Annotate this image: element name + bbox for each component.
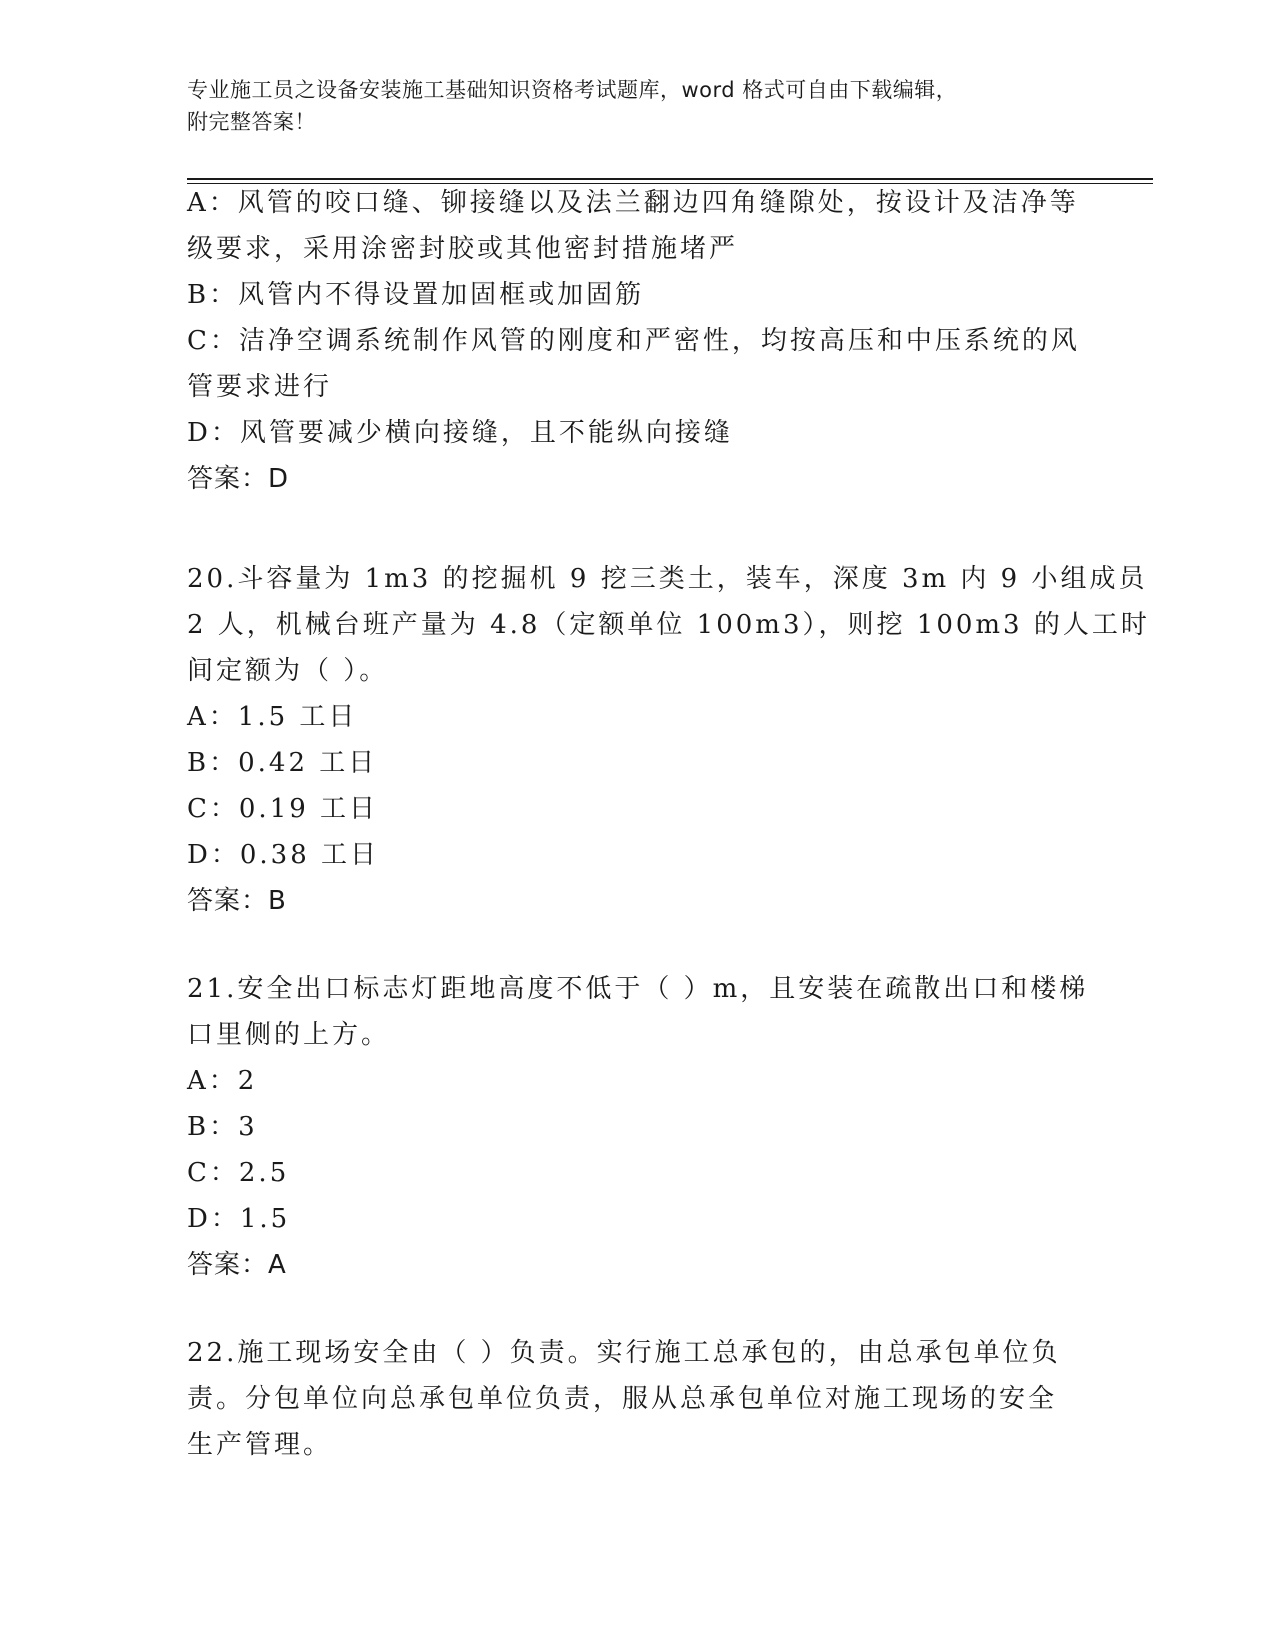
- question-21-block: [187, 966, 1089, 1288]
- question-21-option-c: C：2.5: [187, 1158, 290, 1188]
- question-22-text-line-3: 生产管理。: [187, 1430, 333, 1460]
- question-20-block: [187, 556, 1150, 924]
- question-19-block: [187, 180, 1080, 502]
- question-20-option-c: C：0.19 工日: [187, 794, 379, 824]
- header-line-1: 专业施工员之设备安装施工基础知识资格考试题库，word 格式可自由下载编辑，: [187, 78, 958, 102]
- question-19-option-d: D：风管要减少横向接缝，且不能纵向接缝: [187, 418, 733, 448]
- question-20-text-line-1: 20.斗容量为 1m3 的挖掘机 9 挖三类土，装车，深度 3m 内 9 小组成员: [187, 564, 1148, 594]
- question-21-option-b: B：3: [187, 1112, 258, 1142]
- question-21-option-d: D：1.5: [187, 1204, 291, 1234]
- question-22-text-line-1: 22.施工现场安全由（ ）负责。实行施工总承包的，由总承包单位负: [187, 1338, 1061, 1368]
- question-21-option-a: A：2: [187, 1066, 258, 1096]
- question-19-answer: 答案：D: [187, 464, 290, 494]
- question-19-option-a-line-1: A：风管的咬口缝、铆接缝以及法兰翻边四角缝隙处，按设计及洁净等: [187, 188, 1079, 218]
- question-19-option-c-line-2: 管要求进行: [187, 372, 333, 402]
- document-header: [187, 74, 1067, 138]
- question-19-option-c-line-1: C：洁净空调系统制作风管的刚度和严密性，均按高压和中压系统的风: [187, 326, 1080, 356]
- question-20-answer: 答案：B: [187, 886, 287, 916]
- question-19-option-b: B：风管内不得设置加固框或加固筋: [187, 280, 645, 310]
- question-20-text-line-3: 间定额为（ ）。: [187, 656, 389, 686]
- question-20-option-d: D：0.38 工日: [187, 840, 380, 870]
- question-21-answer: 答案：A: [187, 1250, 287, 1280]
- question-20-option-a: A：1.5 工日: [187, 702, 358, 732]
- question-20-option-b: B：0.42 工日: [187, 748, 378, 778]
- question-22-text-line-2: 责。分包单位向总承包单位负责，服从总承包单位对施工现场的安全: [187, 1384, 1058, 1414]
- header-line-2: 附完整答案！: [187, 110, 316, 134]
- question-21-text-line-2: 口里侧的上方。: [187, 1020, 391, 1050]
- question-19-option-a-line-2: 级要求，采用涂密封胶或其他密封措施堵严: [187, 234, 739, 264]
- question-21-text-line-1: 21.安全出口标志灯距地高度不低于（ ）m，且安装在疏散出口和楼梯: [187, 974, 1089, 1004]
- question-20-text-line-2: 2 人，机械台班产量为 4.8（定额单位 100m3），则挖 100m3 的人工时: [187, 610, 1150, 640]
- question-22-block: [187, 1330, 1077, 1468]
